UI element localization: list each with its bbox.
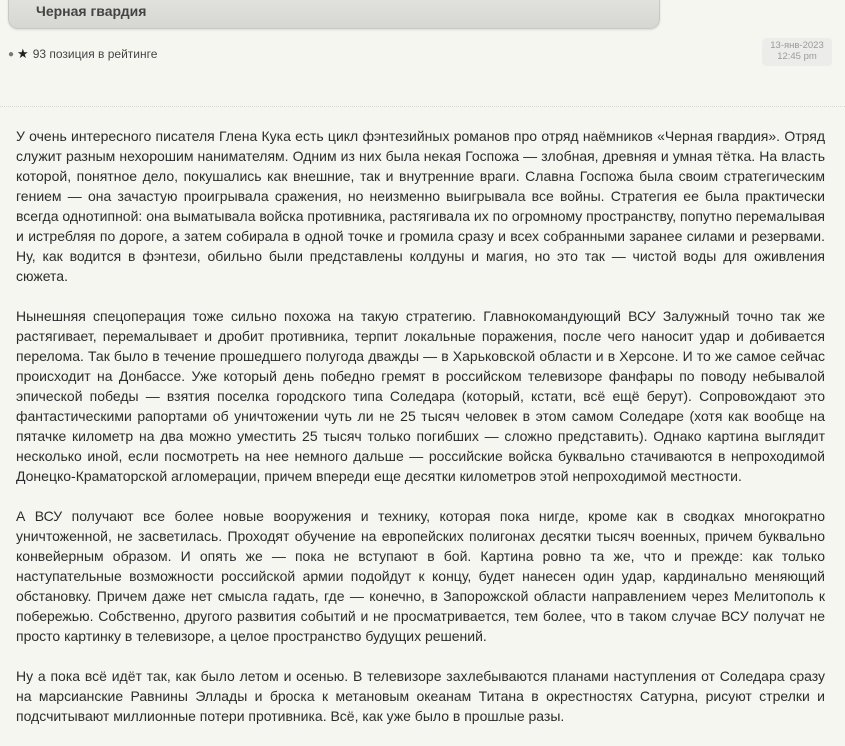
- article-body: [16, 126, 825, 746]
- article-paragraph: Нынешняя спецоперация тоже сильно похожа на такую стратегию. Главнокомандующий ВСУ Залужный точно так же растягивает, перемалывает и дробит противника, терпит локальные поражения, после чего наносит удар и добивается перелома. Так было в течение прошедшего полугода дважды — в Харьковской области и в Херсоне. И то же самое сейчас происходит на Донбассе. Уже который день победно гремят в российском телевизоре фанфары по поводу небывалой эпической победы — взятия поселка городского типа Соледара (который, кстати, всё ещё берут). Сопровождают это фантастическими рапортами об уничтожении чуть ли не 25 тысяч человек в этом самом Соледаре (хотя как вообще на пятачке километр на два можно уместить 25 тысяч только погибших — сложно представить). Однако картина выглядит несколько иной, если посмотреть на нее немного дальше — российские войска буквально стачиваются в непроходимой Донецко-Краматорской агломерации, причем впереди еще десятки километров этой непроходимой местности.: [16, 308, 825, 484]
- post-date-box: [762, 38, 832, 66]
- post-time: 12:45 pm: [777, 51, 817, 62]
- article-paragraph: У очень интересного писателя Глена Кука есть цикл фэнтезийных романов про отряд наёмников «Черная гвардия». Отряд служит разным нехорошим нанимателям. Одним из них была некая Госпожа — злобная, древняя и умная тётка. На власть которой, понятное дело, покушались как внешние, так и внутренние враги. Славна Госпожа была своим стратегическим гением — она зачастую проигрывала сражения, но неизменно выигрывала все войны. Стратегия ее была практически всегда однотипной: она выматывала войска противника, растягивала их по огромному пространству, попутно перемалывая и истребляя по дороге, а затем собирала в одной точке и громила сразу и всех собранными заранее силами и резервами. Ну, как водится в фэнтези, обильно были представлены колдуны и магия, но это так — чистой воды для оживления сюжета.: [16, 128, 825, 284]
- article-paragraph: А ВСУ получают все более новые вооружения и технику, которая пока нигде, кроме как в сводках многократно уничтоженной, не засветилась. Проходят обучение на европейских полигонах десятки тысяч военных, причем буквально конвейерным образом. И опять же — пока не вступают в бой. Картина ровно та же, что и прежде: как только наступательные возможности российской армии подойдут к концу, будет нанесен один удар, кардинально меняющий обстановку. Причем даже нет смысла гадать, где — конечно, в Запорожской области направлением через Мелитополь к побережью. Собственно, другого развития событий и не просматривается, тем более, что в таком случае ВСУ получат не просто картинку в телевизоре, а целое пространство будущих решений.: [16, 508, 825, 644]
- post-date: 13-янв-2023: [770, 40, 824, 51]
- post-title[interactable]: Черная гвардия: [36, 3, 147, 19]
- star-icon: ★: [17, 46, 29, 61]
- rating-text[interactable]: 93 позиция в рейтинге: [32, 47, 158, 61]
- post-title-tab: [8, 0, 660, 29]
- post-meta: [8, 45, 157, 63]
- bullet-icon: ●: [8, 48, 15, 60]
- divider: [0, 106, 845, 107]
- article-paragraph: Ну а пока всё идёт так, как было летом и осенью. В телевизоре захлебываются планами наступления от Соледара сразу на марсианские Равнины Эллады и броска к метановым океанам Титана в окрестностях Сатурна, рисуют стрелки и подсчитывают миллионные потери противника. Всё, как уже было в прошлые разы.: [16, 668, 825, 724]
